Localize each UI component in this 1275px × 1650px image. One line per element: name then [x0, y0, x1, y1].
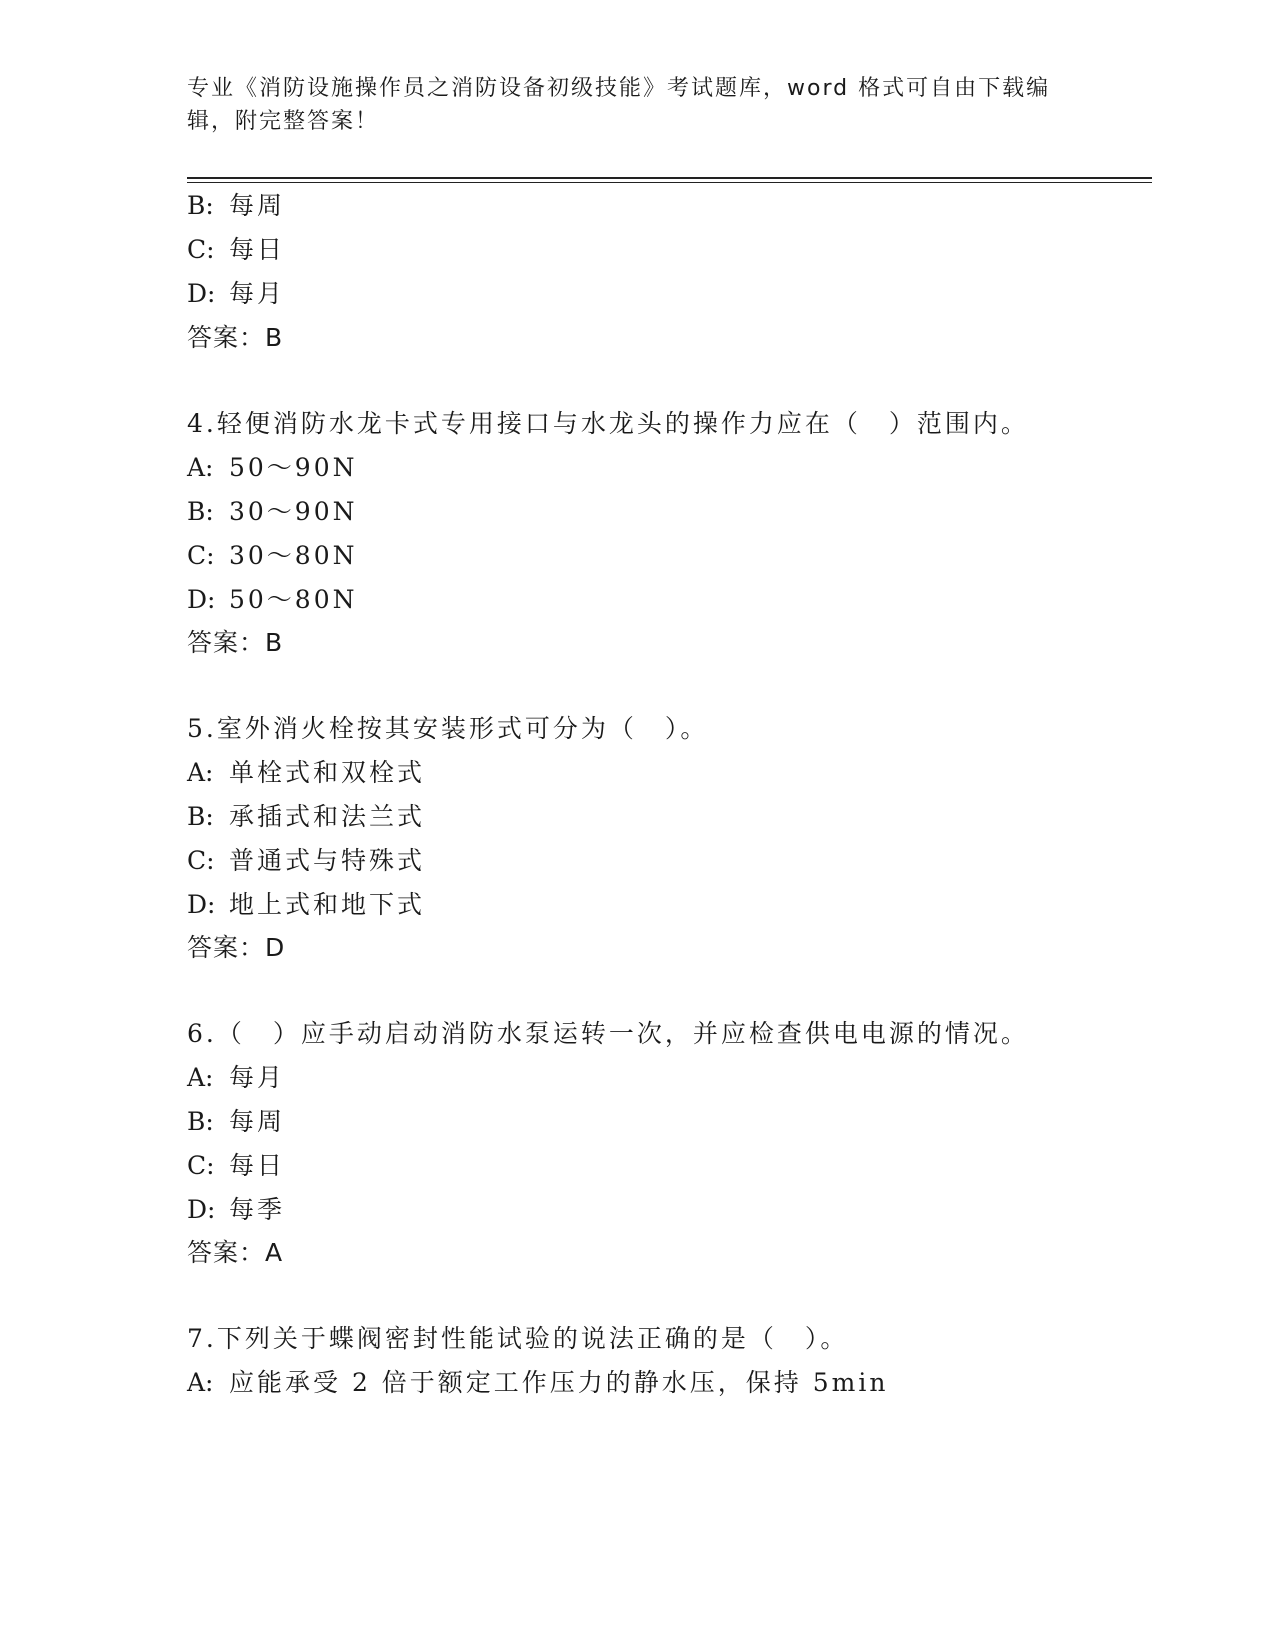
option-text: 30～80N	[229, 541, 358, 570]
option-label: B:	[187, 1107, 214, 1136]
answer-line: 答案：D	[187, 933, 286, 962]
option-label: C:	[187, 1151, 215, 1180]
option-text: 每周	[229, 1107, 286, 1136]
option-c	[187, 234, 285, 266]
option-label: C:	[187, 541, 215, 570]
option-text: 每日	[229, 235, 286, 264]
answer-line: 答案：B	[187, 628, 284, 657]
option-label: C:	[187, 235, 215, 264]
question-stem: 6.（ ）应手动启动消防水泵运转一次，并应检查供电电源的情况。	[187, 1019, 1029, 1048]
question-stem: 7.下列关于蝶阀密封性能试验的说法正确的是（ ）。	[187, 1324, 849, 1353]
option-c	[187, 845, 425, 877]
option-b	[187, 1106, 285, 1138]
option-text: 每季	[229, 1195, 286, 1224]
question-stem: 5.室外消火栓按其安装形式可分为（ ）。	[187, 714, 709, 743]
option-text: 每周	[229, 191, 286, 220]
option-text: 应能承受 2 倍于额定工作压力的静水压，保持 5min	[229, 1368, 889, 1397]
option-d	[187, 584, 358, 616]
option-a	[187, 1062, 285, 1094]
option-label: D:	[187, 585, 216, 614]
option-label: B:	[187, 802, 214, 831]
option-label: A:	[187, 1368, 214, 1397]
option-label: A:	[187, 758, 214, 787]
option-label: B:	[187, 191, 214, 220]
option-text: 每日	[229, 1151, 286, 1180]
header-divider	[187, 177, 1152, 179]
option-text: 单栓式和双栓式	[229, 758, 426, 787]
option-c	[187, 540, 358, 572]
option-text: 50～90N	[229, 453, 358, 482]
option-text: 普通式与特殊式	[229, 846, 426, 875]
option-d	[187, 889, 425, 921]
option-d	[187, 1194, 285, 1226]
page-header: 专业《消防设施操作员之消防设备初级技能》考试题库，word 格式可自由下载编辑，附完整答案！	[187, 76, 1051, 134]
option-label: A:	[187, 1063, 214, 1092]
option-label: B:	[187, 497, 214, 526]
answer-line: 答案：B	[187, 323, 284, 352]
header-divider-thin	[187, 182, 1152, 183]
option-label: A:	[187, 453, 214, 482]
option-label: D:	[187, 1195, 216, 1224]
option-text: 承插式和法兰式	[229, 802, 426, 831]
option-b	[187, 190, 285, 222]
option-b	[187, 801, 425, 833]
option-label: D:	[187, 279, 216, 308]
answer-line: 答案：A	[187, 1238, 284, 1267]
option-text: 每月	[229, 279, 286, 308]
option-a	[187, 452, 358, 484]
option-label: D:	[187, 890, 216, 919]
question-stem: 4.轻便消防水龙卡式专用接口与水龙头的操作力应在（ ）范围内。	[187, 409, 1029, 438]
option-text: 50～80N	[229, 585, 358, 614]
option-d	[187, 278, 285, 310]
option-text: 地上式和地下式	[229, 890, 426, 919]
option-a	[187, 1367, 888, 1399]
option-label: C:	[187, 846, 215, 875]
option-b	[187, 496, 358, 528]
option-a	[187, 757, 425, 789]
option-text: 每月	[229, 1063, 286, 1092]
option-c	[187, 1150, 285, 1182]
option-text: 30～90N	[229, 497, 358, 526]
